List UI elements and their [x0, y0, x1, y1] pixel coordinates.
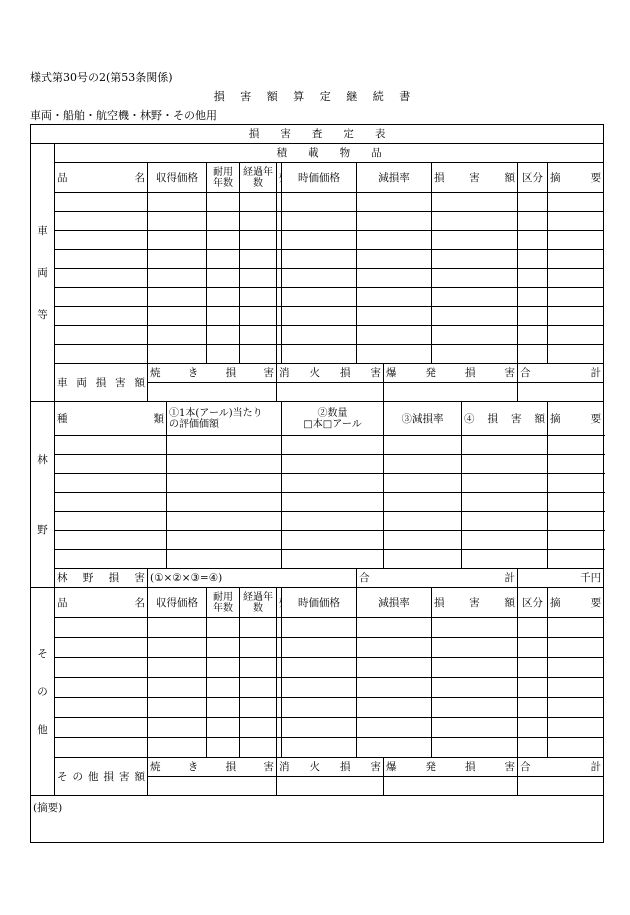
- vehicle-grand-total: 合 計: [518, 364, 604, 383]
- header-useful-life: 耐用年数: [207, 588, 240, 618]
- header-damage-amount: 損害額: [432, 163, 518, 193]
- damage-assessment-table: [30, 124, 604, 843]
- table-row: [31, 698, 604, 718]
- form-number: 様式第30号の2(第53条関係): [30, 71, 173, 84]
- table-row: [31, 193, 604, 212]
- header-remarks: 摘 要: [548, 588, 604, 618]
- document-title: 損 害 額 算 定 継 続 書: [213, 90, 417, 103]
- table-row: [31, 738, 604, 758]
- table-row: [31, 678, 604, 698]
- table-row: [31, 307, 604, 326]
- table-title: 損 害 査 定 表: [31, 125, 604, 144]
- forest-damage-total-label: 林野損害: [55, 569, 148, 588]
- table-row: [31, 718, 604, 738]
- table-row: [31, 326, 604, 345]
- table-title-row: [31, 125, 604, 144]
- vehicle-group-header: 積 載 物 品: [55, 144, 604, 163]
- other-section-label: そ の 他: [31, 588, 55, 796]
- forest-total-row: [31, 569, 604, 588]
- header-depreciation-rate: 減損率: [357, 588, 432, 618]
- other-damage-total-label: その他損害額: [55, 758, 148, 796]
- header-damage-amount: 損害額: [432, 588, 518, 618]
- table-row: [31, 493, 604, 512]
- table-row: [31, 550, 604, 569]
- forest-sum-label: 合 計: [357, 569, 518, 588]
- forest-header-row: [31, 402, 604, 436]
- table-row: [31, 618, 604, 638]
- table-row: [31, 531, 604, 550]
- header-classification: 区分: [518, 163, 548, 193]
- header-forest-remarks: 摘 要: [548, 402, 604, 436]
- header-item: 品 名: [55, 588, 148, 618]
- table-row: [31, 638, 604, 658]
- header-elapsed-years: 経過年数: [240, 163, 277, 193]
- other-header-row: [31, 588, 604, 618]
- table-row: [31, 512, 604, 531]
- header-depreciation-rate: 減損率: [357, 163, 432, 193]
- memo-row: [31, 796, 604, 843]
- table-row: [31, 250, 604, 269]
- vehicle-damage-total-label: 車両損害額: [55, 364, 148, 402]
- vehicle-group-header-row: [31, 144, 604, 163]
- forest-section-label: 林 野: [31, 402, 55, 588]
- table-row: [31, 212, 604, 231]
- table-row: [31, 288, 604, 307]
- other-fire-extinguishing-damage: 消火損害: [277, 758, 384, 777]
- header-classification: 区分: [518, 588, 548, 618]
- table-row: [31, 474, 604, 493]
- table-row: [31, 345, 604, 364]
- header-forest-damage: ④ 損 害 額: [462, 402, 548, 436]
- header-unit-value: ①1本(アール)当たり の評価価額: [167, 402, 282, 436]
- header-remarks: 摘 要: [548, 163, 604, 193]
- vehicle-fire-extinguishing-damage: 消火損害: [277, 364, 384, 383]
- header-acquisition-price: 収得価格: [148, 163, 207, 193]
- table-row: [31, 658, 604, 678]
- header-market-price: 時価価格: [282, 163, 357, 193]
- table-row: [31, 436, 604, 455]
- table-row: [31, 231, 604, 250]
- forest-sum-unit: 千円: [518, 569, 604, 588]
- header-loss-rate: ③減損率: [384, 402, 462, 436]
- forest-formula: (①×②×③=④): [148, 569, 357, 588]
- other-totals-header-row: [31, 758, 604, 777]
- vehicle-burn-damage: 焼き損害: [148, 364, 277, 383]
- header-market-price: 時価価格: [282, 588, 357, 618]
- header-kind: 種 類: [55, 402, 167, 436]
- other-explosion-damage: 爆発損害: [384, 758, 518, 777]
- category-line: 車両・船舶・航空機・林野・その他用: [30, 109, 217, 122]
- other-burn-damage: 焼き損害: [148, 758, 277, 777]
- header-elapsed-years: 経過年数: [240, 588, 277, 618]
- table-row: [31, 455, 604, 474]
- header-acquisition-price: 収得価格: [148, 588, 207, 618]
- vehicle-totals-header-row: [31, 364, 604, 383]
- header-quantity: ②数量 □本□アール: [282, 402, 384, 436]
- vehicle-header-row: [31, 163, 604, 193]
- memo-area[interactable]: (摘要): [31, 796, 604, 843]
- table-row: [31, 269, 604, 288]
- vehicle-section-label: 車 両 等: [31, 144, 55, 402]
- header-useful-life: 耐用年数: [207, 163, 240, 193]
- vehicle-explosion-damage: 爆発損害: [384, 364, 518, 383]
- header-item: 品 名: [55, 163, 148, 193]
- other-grand-total: 合 計: [518, 758, 604, 777]
